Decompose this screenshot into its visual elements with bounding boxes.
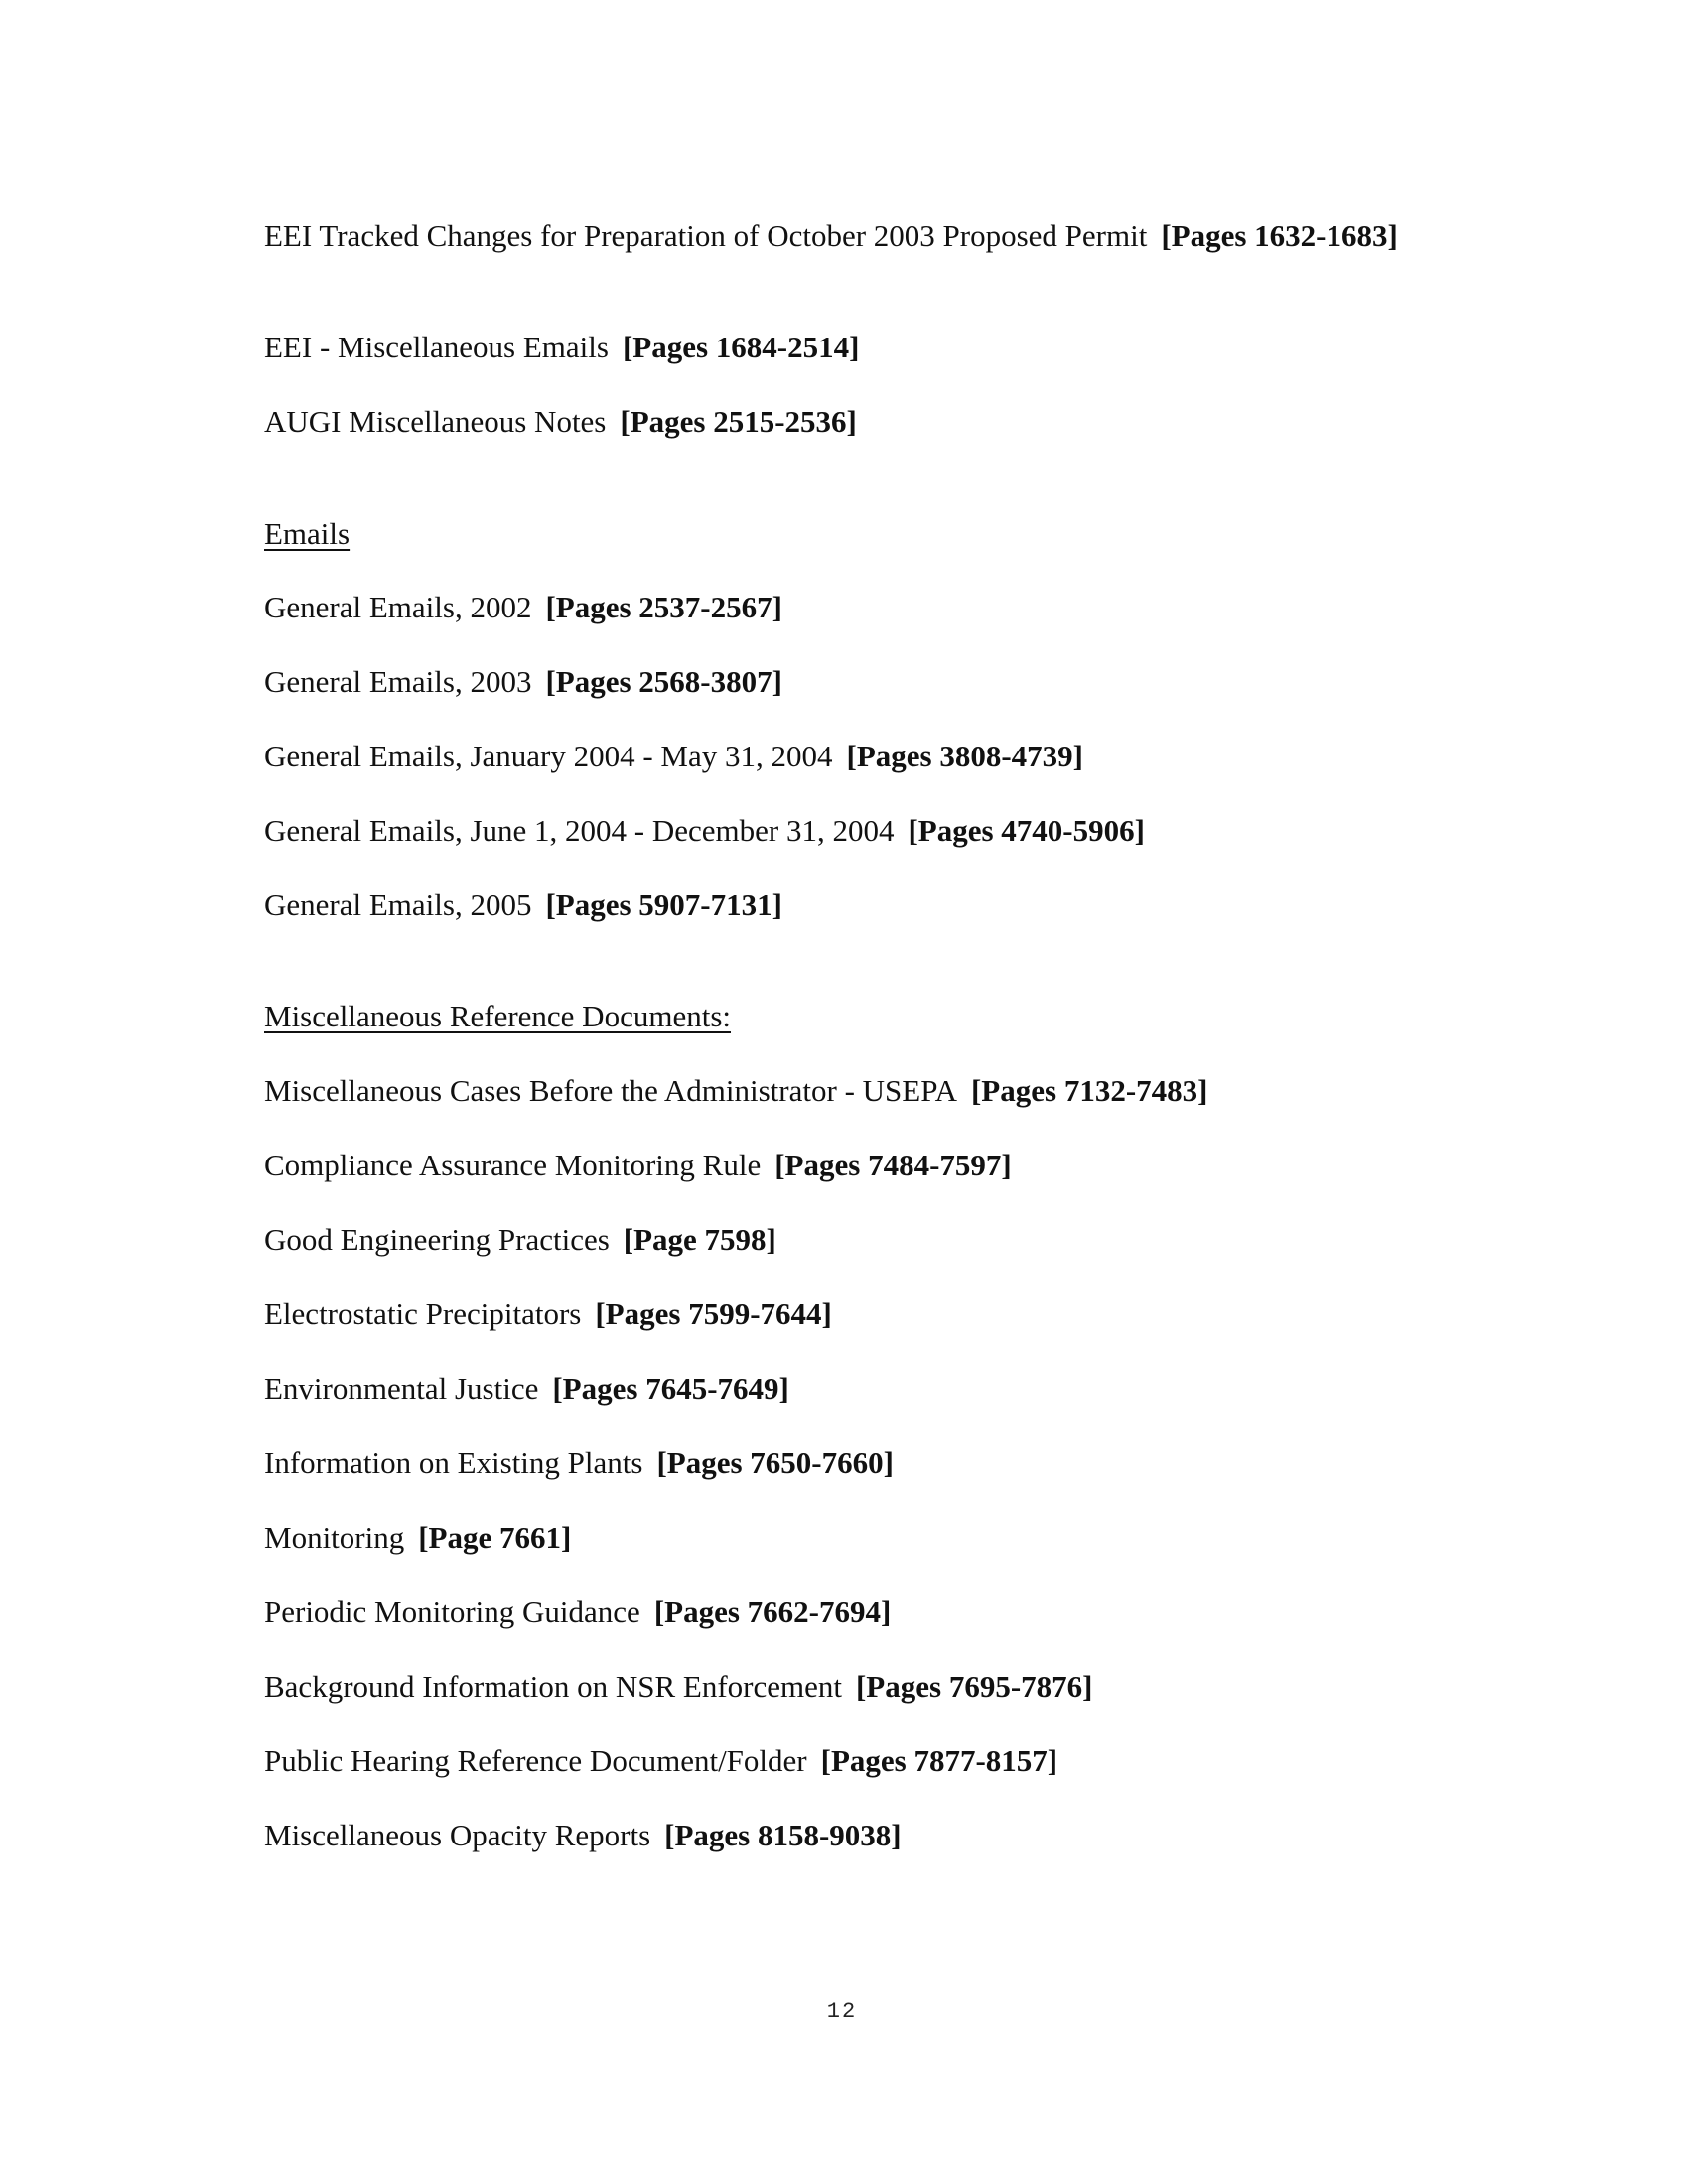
entry-page-ref: [Pages 3808-4739] [846, 739, 1083, 773]
entry-title: AUGI Miscellaneous Notes [264, 404, 607, 439]
entry-title: Environmental Justice [264, 1371, 539, 1406]
list-item [264, 588, 782, 627]
entry-title: Good Engineering Practices [264, 1222, 610, 1257]
entry-title: Electrostatic Precipitators [264, 1297, 582, 1331]
entry-page-ref: [Pages 2515-2536] [620, 404, 857, 439]
entry-page-ref: [Page 7598] [623, 1222, 776, 1257]
entry-page-ref: [Pages 7645-7649] [552, 1371, 789, 1406]
entry-page-ref: [Pages 1684-2514] [622, 330, 860, 364]
list-item [264, 1816, 902, 1855]
entry-page-ref: [Pages 7877-8157] [820, 1743, 1058, 1778]
entry-title: General Emails, 2002 [264, 590, 532, 624]
entry-page-ref: [Pages 7662-7694] [653, 1594, 892, 1629]
entry-title: Compliance Assurance Monitoring Rule [264, 1148, 762, 1182]
list-item [264, 1146, 1012, 1185]
entry-page-ref: [Pages 7650-7660] [656, 1445, 894, 1480]
entry-title: Miscellaneous Opacity Reports [264, 1818, 651, 1852]
list-item [264, 737, 1083, 776]
list-item [264, 1592, 891, 1632]
list-item [264, 216, 1406, 256]
entry-title: EEI Tracked Changes for Preparation of October 2003 Proposed Permit [264, 218, 1148, 253]
section-heading-emails: Emails [264, 516, 351, 551]
entry-page-ref: [Page 7661] [418, 1520, 572, 1555]
entry-title: Information on Existing Plants [264, 1445, 643, 1480]
section-heading-misc-reference: Miscellaneous Reference Documents: [264, 999, 731, 1033]
entry-title: Monitoring [264, 1520, 405, 1555]
list-item [264, 1071, 1207, 1111]
entry-page-ref: [Pages 2568-3807] [545, 664, 782, 699]
list-item [264, 1220, 776, 1260]
entry-page-ref: [Pages 8158-9038] [664, 1818, 902, 1852]
entry-title: General Emails, January 2004 - May 31, 2004 [264, 739, 833, 773]
list-item [264, 1369, 789, 1409]
entry-page-ref: [Pages 1632-1683] [1161, 218, 1398, 253]
entry-page-ref: [Pages 2537-2567] [545, 590, 782, 624]
entry-title: General Emails, June 1, 2004 - December 31, 2004 [264, 813, 895, 848]
entry-page-ref: [Pages 4740-5906] [908, 813, 1145, 848]
entry-page-ref: [Pages 7484-7597] [774, 1148, 1012, 1182]
list-item [264, 328, 859, 367]
list-item [264, 1443, 894, 1483]
list-item [264, 1741, 1057, 1781]
list-item [264, 1518, 571, 1558]
entry-title: Background Information on NSR Enforcement [264, 1669, 842, 1704]
entry-title: Miscellaneous Cases Before the Administrator - USEPA [264, 1073, 957, 1108]
entry-page-ref: [Pages 5907-7131] [545, 887, 782, 922]
list-item [264, 1295, 832, 1334]
list-item [264, 662, 782, 702]
entry-title: General Emails, 2005 [264, 887, 532, 922]
entry-page-ref: [Pages 7132-7483] [970, 1073, 1208, 1108]
entry-title: General Emails, 2003 [264, 664, 532, 699]
list-item [264, 811, 1145, 851]
entry-title: Periodic Monitoring Guidance [264, 1594, 640, 1629]
list-item [264, 886, 782, 925]
entry-page-ref: [Pages 7599-7644] [595, 1297, 832, 1331]
list-item [264, 402, 857, 442]
entry-page-ref: [Pages 7695-7876] [855, 1669, 1093, 1704]
page-number: 12 [826, 1999, 858, 2024]
entry-title: Public Hearing Reference Document/Folder [264, 1743, 807, 1778]
list-item [264, 1667, 1092, 1706]
entry-title: EEI - Miscellaneous Emails [264, 330, 609, 364]
